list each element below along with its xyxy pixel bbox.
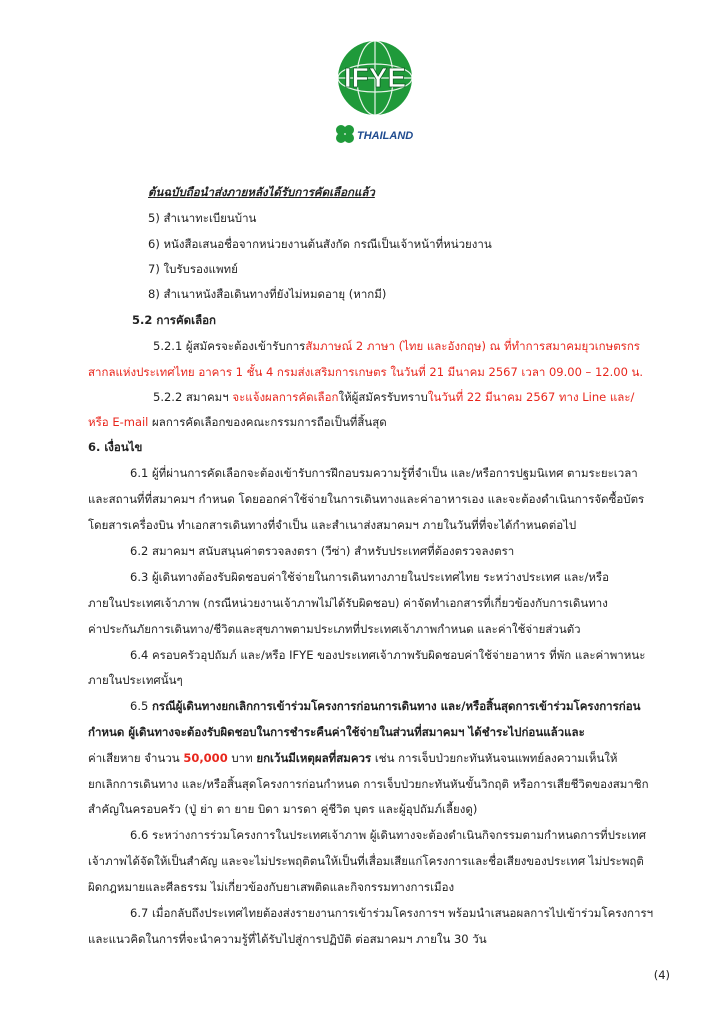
paragraph-line: 6.3 ผู้เดินทางต้องรับผิดชอบค่าใช้จ่ายในการเดินทางภายในประเทศไทย ระหว่างประเทศ และ/หรือ [130, 570, 610, 584]
paragraph-line: ค่าประกันภัยการเดินทาง/ชีวิตและสุขภาพตามประเภทที่ประเทศเจ้าภาพกำหนด และค่าใช้จ่ายส่วนตัว [88, 622, 581, 636]
page-number: (4) [653, 968, 670, 982]
paragraph-line: 6.7 เมื่อกลับถึงประเทศไทยต้องส่งรายงานการเข้าร่วมโครงการฯ พร้อมนำเสนอผลการไปเข้าร่วมโครงการฯ [130, 906, 654, 920]
logo-letters: IFYE [343, 62, 407, 93]
bold-span: ยกเว้นมีเหตุผลที่สมควร [256, 751, 372, 765]
paragraph-line: โดยสารเครื่องบิน ทำเอกสารเดินทางที่จำเป็น และสำเนาส่งสมาคมฯ ภายในวันที่ที่จะได้กำหนดต่อไป [88, 518, 577, 532]
paragraph-line: เจ้าภาพได้จัดให้เป็นสำคัญ และจะไม่ประพฤติตนให้เป็นที่เสื่อมเสียแก่โครงการและชื่อเสียงของประเทศ ไม่ประพฤติ [88, 854, 644, 868]
text-span: 5.2.2 สมาคมฯ [153, 390, 233, 404]
paragraph-line: 6.6 ระหว่างการร่วมโครงการในประเทศเจ้าภาพ ผู้เดินทางจะต้องดำเนินกิจกรรมตามกำหนดการที่ประเทศ [130, 828, 647, 842]
paragraph-line: สากลแห่งประเทศไทย อาคาร 1 ชั้น 4 กรมส่งเสริมการเกษตร ในวันที่ 21 มีนาคม 2567 เวลา 09.00 – 12.00 น. [88, 365, 644, 379]
section-heading: 5.2 การคัดเลือก [132, 313, 216, 327]
paragraph-line: ภายในประเทศนั้นๆ [88, 673, 183, 687]
paragraph-line: 6.4 ครอบครัวอุปถัมภ์ และ/หรือ IFYE ของประเทศเจ้าภาพรับผิดชอบค่าใช้จ่ายอาหาร ที่พัก และค่าพาหนะ [130, 648, 646, 662]
highlight-span: ในวันที่ 22 มีนาคม 2567 ทาง Line และ/ [427, 390, 635, 404]
text-span: ให้ผู้สมัครรับทราบ [338, 390, 428, 404]
amount-span: 50,000 [183, 751, 228, 765]
highlight-span: จะแจ้งผลการคัดเลือก [232, 390, 339, 404]
paragraph-line: และสถานที่ที่สมาคมฯ กำหนด โดยออกค่าใช้จ่ายในการเดินทางและค่าอาหารเอง และจะต้องดำเนินการจัดซื้อบัตร [88, 492, 645, 506]
list-item: 8) สำเนาหนังสือเดินทางที่ยังไม่หมดอายุ (หากมี) [148, 287, 387, 301]
list-item: 6) หนังสือเสนอชื่อจากหน่วยงานต้นสังกัด กรณีเป็นเจ้าหน้าที่หน่วยงาน [148, 237, 492, 251]
list-item: 5) สำเนาทะเบียนบ้าน [148, 211, 257, 225]
list-item: 7) ใบรับรองแพทย์ [148, 262, 238, 276]
paragraph-line: ภายในประเทศเจ้าภาพ (กรณีหน่วยงานเจ้าภาพไม่ได้รับผิดชอบ) ค่าจัดทำเอกสารที่เกี่ยวข้องกับการเดินทาง [88, 596, 608, 610]
paragraph-line: ยกเลิกการเดินทาง และ/หรือสิ้นสุดโครงการก่อนกำหนด การเจ็บป่วยกะทันหันขั้นวิกฤติ หรือการเสียชีวิตของสมาชิก [88, 777, 649, 791]
paragraph-line: 6.2 สมาคมฯ สนับสนุนค่าตรวจลงตรา (วีซ่า) สำหรับประเทศที่ต้องตรวจลงตรา [130, 544, 515, 558]
paragraph-line: และแนวคิดในการที่จะนำความรู้ที่ได้รับไปสู่การปฏิบัติ ต่อสมาคมฯ ภายใน 30 วัน [88, 932, 487, 946]
paragraph-line: ผิดกฎหมายและศีลธรรม ไม่เกี่ยวข้องกับยาเสพติดและกิจกรรมทางการเมือง [88, 880, 455, 894]
text-span: บาท [227, 751, 257, 765]
bold-span: กรณีผู้เดินทางยกเลิกการเข้าร่วมโครงการก่อนการเดินทาง และ/หรือสิ้นสุดการเข้าร่วมโครงการก่อน [151, 699, 641, 713]
four-leaf-clover-icon [336, 125, 354, 143]
paragraph-line [88, 414, 387, 430]
paragraph-line [88, 750, 618, 766]
paragraph-line: 6.1 ผู้ที่ผ่านการคัดเลือกจะต้องเข้ารับการฝึกอบรมความรู้ที่จำเป็น และ/หรือการปฐมนิเทศ ตามระยะเวลา [130, 466, 638, 480]
paragraph-line: สำคัญในครอบครัว (ปู่ ย่า ตา ยาย บิดา มารดา คู่ชีวิต บุตร และผู้อุปถัมภ์เลี้ยงดู) [88, 802, 478, 816]
paragraph-line: กำหนด ผู้เดินทางจะต้องรับผิดชอบในการชำระคืนค่าใช้จ่ายในส่วนที่สมาคมฯ ได้ชำระไปก่อนแล้วและ [88, 725, 585, 739]
section-heading: 6. เงื่อนไข [88, 440, 143, 454]
text-span: เช่น การเจ็บป่วยกะทันหันจนแพทย์ลงความเห็นให้ [371, 751, 618, 765]
text-span: 6.5 [130, 699, 152, 713]
header-note: ต้นฉบับถือนำส่งภายหลังได้รับการคัดเลือกแล้ว [148, 185, 375, 199]
paragraph-line [153, 338, 640, 354]
ifye-thailand-logo [323, 38, 423, 154]
text-span: 5.2.1 ผู้สมัครจะต้องเข้ารับการ [153, 339, 306, 353]
text-span: ค่าเสียหาย จำนวน [88, 751, 184, 765]
highlight-span: สัมภาษณ์ 2 ภาษา (ไทย และอังกฤษ) ณ ที่ทำการสมาคมยุวเกษตรกร [305, 339, 640, 353]
highlight-span: หรือ E-mail [88, 415, 149, 429]
logo-country: THAILAND [357, 130, 414, 142]
paragraph-line [153, 389, 634, 405]
text-span: ผลการคัดเลือกของคณะกรรมการถือเป็นที่สิ้นสุด [148, 415, 387, 429]
paragraph-line [130, 698, 641, 714]
